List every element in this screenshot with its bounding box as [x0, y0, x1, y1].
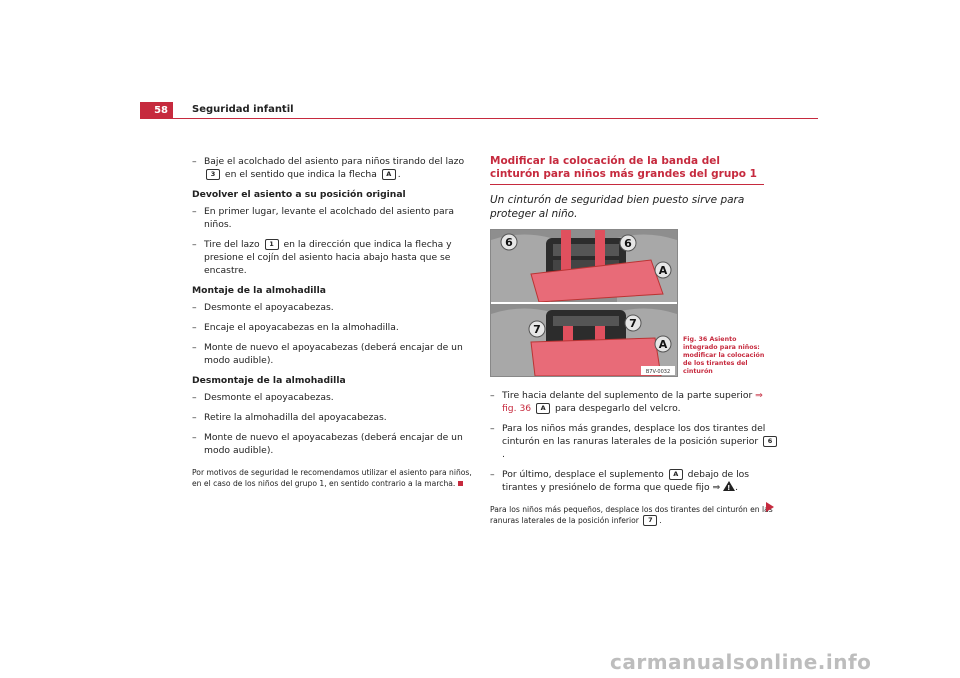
subheading: Montaje de la almohadilla	[192, 285, 326, 296]
figure-label-a-top: A	[658, 264, 668, 277]
subheading: Desmontaje de la almohadilla	[192, 375, 346, 386]
figure-label-6-left: 6	[505, 236, 513, 249]
figure-code: B7V-0032	[645, 369, 671, 375]
continue-arrow-icon	[766, 502, 774, 512]
callout-badge: 3	[206, 169, 220, 180]
callout-badge: 7	[643, 515, 657, 526]
end-marker-icon	[458, 481, 463, 486]
callout-badge: 1	[265, 239, 279, 250]
figure-label-7-left: 7	[533, 323, 541, 336]
list-item: – Baje el acolchado del asiento para niños tirando del lazo 3 en el sentido que indica la flecha A .	[192, 155, 474, 181]
page-number: 58	[140, 102, 173, 119]
figure-label-6-right: 6	[624, 237, 632, 250]
header-rule	[173, 118, 818, 119]
figure-36	[490, 229, 678, 377]
list-item: – En primer lugar, levante el acolchado del asiento para niños.	[192, 205, 474, 231]
note: Para los niños más pequeños, desplace los dos tirantes del cinturón en las ranuras laterales de la posición inferior 7 .	[490, 505, 773, 525]
callout-badge: 6	[763, 436, 777, 447]
callout-badge: A	[669, 469, 683, 480]
list-item: – Retire la almohadilla del apoyacabezas.	[192, 411, 474, 424]
section-title: Modificar la colocación de la banda del cinturón para niños más grandes del grupo 1	[490, 155, 764, 185]
list-item: – Tire del lazo 1 en la dirección que indica la flecha y presione el cojín del asiento hacia abajo hasta que se encastre.	[192, 238, 474, 277]
figure-caption: Fig. 36 Asiento integrado para niños: modificar la colocación de los tirantes del cinturón	[683, 336, 765, 375]
list-item: – Por último, desplace el suplemento A debajo de los tirantes y presiónelo de forma que quede fijo ⇒ ! .	[490, 468, 780, 494]
figure-label-a-bottom: A	[658, 338, 668, 351]
list-item: – Monte de nuevo el apoyacabezas (deberá encajar de un modo audible).	[192, 341, 474, 367]
left-column	[192, 155, 474, 489]
seat-belt-illustration	[491, 230, 677, 376]
list-item: – Para los niños más grandes, desplace los dos tirantes del cinturón en las ranuras laterales de la posición superior 6.	[490, 422, 780, 461]
list-item: – Monte de nuevo el apoyacabezas (deberá encajar de un modo audible).	[192, 431, 474, 457]
page-header-title: Seguridad infantil	[192, 104, 294, 115]
callout-badge: A	[536, 403, 550, 414]
list-item: – Desmonte el apoyacabezas.	[192, 301, 474, 314]
list-item: – Desmonte el apoyacabezas.	[192, 391, 474, 404]
watermark: carmanualsonline.info	[610, 650, 872, 674]
list-item: – Tire hacia delante del suplemento de la parte superior ⇒ fig. 36 A para despegarlo del velcro.	[490, 389, 780, 415]
warning-icon[interactable]	[723, 481, 735, 491]
subheading: Devolver el asiento a su posición original	[192, 189, 406, 200]
figure-label-7-right: 7	[629, 317, 637, 330]
safety-note: Por motivos de seguridad le recomendamos utilizar el asiento para niños, en el caso de los niños del grupo 1, en sentido contrario a la marcha.	[192, 468, 472, 488]
section-lead: Un cinturón de seguridad bien puesto sirve para proteger al niño.	[490, 194, 745, 220]
list-item: – Encaje el apoyacabezas en la almohadilla.	[192, 321, 474, 334]
figure-reference-link[interactable]: ⇒ fig. 36	[502, 390, 763, 414]
callout-badge: A	[382, 169, 396, 180]
